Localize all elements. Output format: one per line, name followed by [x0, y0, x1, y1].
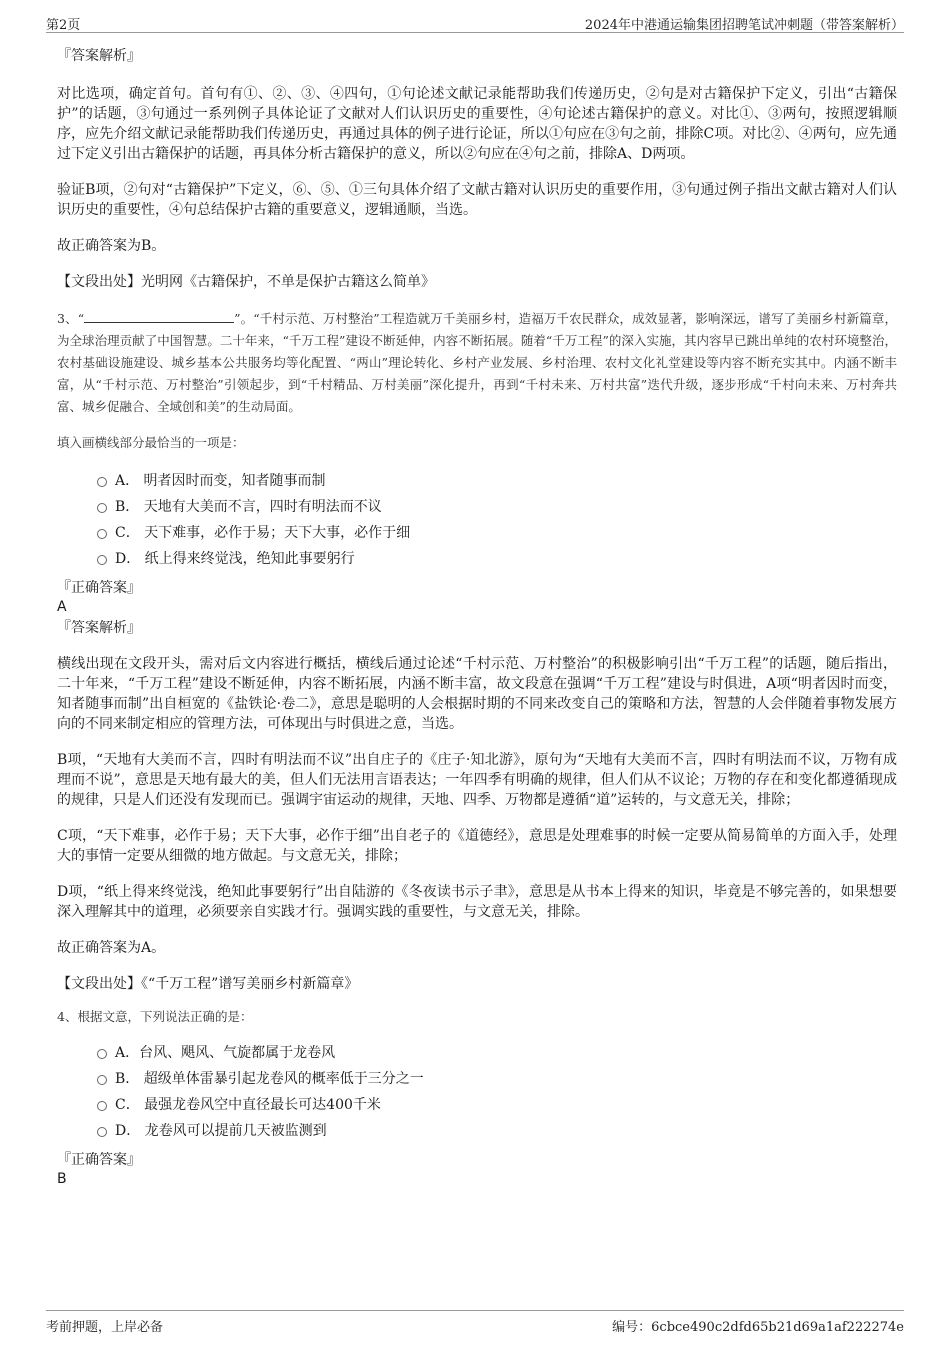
answer-label: 『正确答案』 [57, 1152, 141, 1168]
options-list [57, 468, 897, 572]
analysis-paragraph: 验证B项，②句对“古籍保护”下定义，⑥、⑤、①三句具体介绍了文献古籍对认识历史的重要作用，③句通过例子指出文献古籍对人们认识历史的重要性，④句总结保护古籍的重要意义，逻辑通顺，当选。 [57, 182, 897, 218]
page-footer [46, 1310, 904, 1333]
document-id: 编号：6cbce490c2dfd65b21d69a1af222274e [612, 1320, 904, 1335]
source-note: 【文段出处】光明网《古籍保护，不单是保护古籍这么简单》 [57, 274, 435, 290]
radio-icon[interactable] [97, 1101, 107, 1111]
source-note: 【文段出处】《“千万工程”谱写美丽乡村新篇章》 [57, 976, 359, 992]
option-d[interactable]: D． 龙卷风可以提前几天被监测到 [57, 1118, 897, 1144]
correct-answer: B [57, 1171, 67, 1187]
radio-icon[interactable] [97, 1127, 107, 1137]
footer-slogan: 考前押题，上岸必备 [46, 1320, 164, 1335]
radio-icon[interactable] [97, 529, 107, 539]
page-header [46, 12, 904, 33]
analysis-paragraph: 横线出现在文段开头，需对后文内容进行概括，横线后通过论述“千村示范、万村整治”的积极影响引出“千万工程”的话题，随后指出，二十年来，“千万工程”建设不断延伸，内容不断拓展，内涵不断丰富，故文段意在强调“千万工程”建设与时俱进，A项“明者因时而变，知者随事而制”出自桓宽的《盐铁论·卷二》，意思是聪明的人会根据时期的不同来改变自己的策略和方法，智慧的人会伴随着事物发展方向的不同来制定相应的管理方法，可体现出与时俱进之意，当选。 [57, 656, 897, 732]
main-content [57, 42, 897, 1188]
options-list [57, 1040, 897, 1144]
analysis-label: 『答案解析』 [57, 48, 141, 64]
option-c[interactable]: C． 天下难事，必作于易；天下大事，必作于细 [57, 520, 897, 546]
radio-icon[interactable] [97, 555, 107, 565]
radio-icon[interactable] [97, 1049, 107, 1059]
answer-label: 『正确答案』 [57, 580, 141, 596]
analysis-conclusion: 故正确答案为A。 [57, 940, 166, 956]
analysis-label: 『答案解析』 [57, 620, 141, 636]
analysis-paragraph: C项，“天下难事，必作于易；天下大事，必作于细”出自老子的《道德经》，意思是处理难事的时候一定要从简易简单的方面入手，处理大的事情一定要从细微的地方做起。与文意无关，排除； [57, 828, 897, 864]
radio-icon[interactable] [97, 477, 107, 487]
correct-answer: A [57, 599, 67, 615]
document-title: 2024年中港通运输集团招聘笔试冲刺题（带答案解析） [584, 18, 904, 33]
analysis-paragraph: B项，“天地有大美而不言，四时有明法而不议”出自庄子的《庄子·知北游》，原句为“天地有大美而不言，四时有明法而不议，万物有成理而不说”，意思是天地有最大的美，但人们无法用言语表达；一年四季有明确的规律，但人们从不议论；万物的存在和变化都遵循现成的规律，只是人们还没有发现而已。强调宇宙运动的规律，天地、四季、万物都是遵循“道”运转的，与文意无关，排除； [57, 752, 897, 808]
fill-blank [84, 310, 234, 323]
analysis-paragraph: 对比选项，确定首句。首句有①、②、③、④四句，①句论述文献记录能帮助我们传递历史，②句是对古籍保护下定义，引出“古籍保护”的话题，③句通过一系列例子具体论证了文献对人们认识历史的重要性，④句论述古籍保护的意义。对比①、③两句，按照逻辑顺序，应先介绍文献记录能帮助我们传递历史，再通过具体的例子进行论证，所以①句应在③句之前，排除C项。对比②、④两句，应先通过下定义引出古籍保护的话题，再具体分析古籍保护的意义，所以②句应在④句之前，排除A、D两项。 [57, 86, 897, 162]
option-b[interactable]: B． 超级单体雷暴引起龙卷风的概率低于三分之一 [57, 1066, 897, 1092]
page-number: 第2页 [46, 18, 81, 33]
analysis-paragraph: D项，“纸上得来终觉浅，绝知此事要躬行”出自陆游的《冬夜读书示子聿》，意思是从书本上得来的知识，毕竟是不够完善的，如果想要深入理解其中的道理，必须要亲自实践才行。强调实践的重要性，与文意无关，排除。 [57, 884, 897, 920]
analysis-conclusion: 故正确答案为B。 [57, 238, 166, 254]
question-stem: 4、根据文意，下列说法正确的是： [57, 1009, 253, 1024]
option-b[interactable]: B． 天地有大美而不言，四时有明法而不议 [57, 494, 897, 520]
radio-icon[interactable] [97, 503, 107, 513]
option-c[interactable]: C． 最强龙卷风空中直径最长可达400千米 [57, 1092, 897, 1118]
question-number: 3、“ [57, 311, 85, 326]
question-stem [57, 308, 897, 418]
option-a[interactable]: A． 明者因时而变，知者随事而制 [57, 468, 897, 494]
question-text: ”。“千村示范、万村整治”工程造就万千美丽乡村，造福万千农民群众，成效显著，影响深远，谱写了美丽乡村新篇章，为全球治理贡献了中国智慧。二十年来，“千万工程”建设不断延伸，内容不断拓展。随着“千万工程”的深入实施，其内容早已跳出单纯的农村环境整治，农村基础设施建设、城乡基本公共服务均等化配置、“两山”理论转化、乡村产业发展、乡村治理、农村文化礼堂建设等内容不断充实其中。内涵不断丰富，从“千村示范、万村整治”引领起步，到“千村精品、万村美丽”深化提升，再到“千村未来、万村共富”迭代升级，逐步形成“千村向未来、万村奔共富、城乡促融合、全域创和美”的生动局面。 [57, 311, 898, 414]
question-prompt: 填入画横线部分最恰当的一项是： [57, 435, 245, 450]
option-a[interactable]: A．台风、飓风、气旋都属于龙卷风 [57, 1040, 897, 1066]
option-d[interactable]: D． 纸上得来终觉浅，绝知此事要躬行 [57, 546, 897, 572]
radio-icon[interactable] [97, 1075, 107, 1085]
